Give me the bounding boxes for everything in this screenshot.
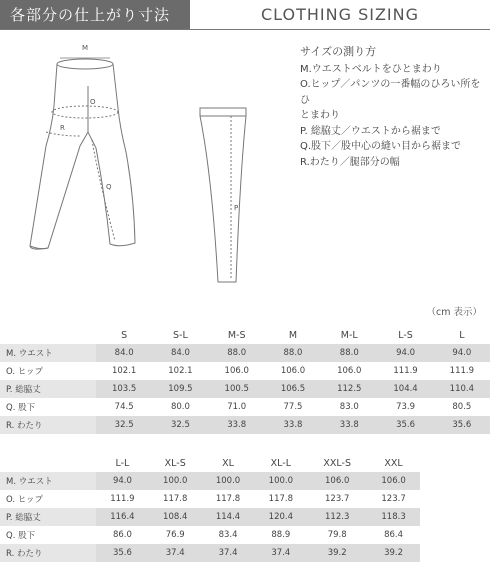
row-label: P. 総脇丈: [0, 380, 96, 398]
table-row: [0, 416, 490, 434]
table-cell: 110.4: [434, 380, 490, 398]
table-row: [0, 472, 420, 490]
size-table-2: [0, 454, 420, 562]
table-row: [0, 526, 420, 544]
size-header: XL: [222, 457, 234, 469]
table-header-row: [0, 454, 420, 472]
row-label: R. わたり: [0, 544, 96, 562]
table-cell: 83.0: [339, 402, 359, 412]
table-cell: 73.9: [396, 402, 416, 412]
table-cell: 102.1: [111, 366, 137, 376]
table-cell: 37.4: [254, 544, 307, 562]
table-cell: 94.0: [377, 344, 433, 362]
table-cell: 102.1: [168, 366, 193, 376]
table-cell: 100.5: [209, 380, 265, 398]
table-cell: 106.0: [367, 472, 420, 490]
table-cell: 32.5: [152, 416, 208, 434]
label-m: M: [82, 44, 89, 52]
table-cell: 100.0: [149, 472, 202, 490]
row-label: P. 総脇丈: [0, 508, 96, 526]
table-cell: 37.4: [202, 544, 255, 562]
pants-diagram: [0, 36, 300, 296]
header-title-en: CLOTHING SIZING: [190, 0, 490, 30]
table-cell: 94.0: [434, 344, 490, 362]
table-cell: 117.8: [163, 494, 188, 504]
table-row: [0, 398, 490, 416]
pants-side-illustration: [200, 108, 246, 282]
table-cell: 116.4: [96, 508, 149, 526]
size-table-1: [0, 326, 490, 434]
table-cell: 71.0: [227, 402, 247, 412]
table-cell: 94.0: [96, 472, 149, 490]
label-o: O: [90, 98, 96, 106]
table-cell: 80.0: [170, 402, 190, 412]
table-cell: 35.6: [434, 416, 490, 434]
table-cell: 103.5: [96, 380, 152, 398]
header-divider: [0, 29, 490, 30]
table-cell: 117.8: [268, 494, 294, 504]
table-cell: 86.4: [384, 530, 404, 540]
table-cell: 109.5: [152, 380, 208, 398]
table-cell: 79.8: [327, 530, 347, 540]
table-header-row: [0, 326, 490, 344]
size-header: XXL: [384, 457, 403, 469]
table-cell: 77.5: [283, 402, 303, 412]
table-cell: 106.5: [265, 380, 321, 398]
table-cell: 100.0: [202, 472, 255, 490]
table-cell: 117.8: [215, 494, 241, 504]
label-r: R: [60, 124, 65, 132]
row-label: O. ヒップ: [6, 495, 43, 505]
table-cell: 76.9: [165, 530, 185, 540]
table-cell: 35.6: [377, 416, 433, 434]
row-label: R. わたり: [0, 416, 96, 434]
row-label: O. ヒップ: [6, 367, 43, 377]
size-header: M: [288, 329, 298, 341]
size-header: M-L: [340, 329, 358, 341]
table-cell: 88.0: [209, 344, 265, 362]
table-row: [0, 544, 420, 562]
table-cell: 83.4: [218, 530, 238, 540]
table-cell: 111.9: [449, 366, 475, 376]
table-cell: 37.4: [149, 544, 202, 562]
table-header-blank: [0, 454, 96, 472]
table-header-blank: [0, 326, 96, 344]
label-q: Q: [106, 183, 112, 191]
measurement-title: サイズの測り方: [300, 45, 377, 58]
measurement-item-p: P. 総脇丈／ウエストから裾まで: [300, 125, 441, 137]
table-cell: 33.8: [321, 416, 377, 434]
table-cell: 123.7: [381, 494, 406, 504]
table-cell: 111.9: [393, 366, 418, 376]
row-label: Q. 股下: [6, 531, 36, 541]
row-label: M. ウエスト: [0, 344, 96, 362]
size-header: L-L: [115, 457, 130, 469]
table-cell: 33.8: [265, 416, 321, 434]
table-cell: 88.0: [265, 344, 321, 362]
table-cell: 88.9: [271, 530, 291, 540]
measurement-guide: [300, 44, 490, 170]
row-label: Q. 股下: [6, 403, 36, 413]
table-cell: 106.0: [337, 366, 362, 376]
table-cell: 104.4: [377, 380, 433, 398]
table-cell: 118.3: [367, 508, 420, 526]
size-header: XXL-S: [323, 457, 351, 469]
table-row: [0, 362, 490, 380]
header-title-jp: 各部分の仕上がり寸法: [0, 0, 190, 30]
table-cell: 39.2: [307, 544, 367, 562]
size-header: L-S: [398, 329, 413, 341]
table-cell: 84.0: [152, 344, 208, 362]
table-cell: 112.5: [321, 380, 377, 398]
table-cell: 33.8: [209, 416, 265, 434]
measurement-item-q: Q.股下／股中心の縫い目から裾まで: [300, 141, 462, 152]
size-header: L: [459, 329, 465, 341]
table-row: [0, 490, 420, 508]
table-cell: 86.0: [112, 530, 132, 540]
label-p: P: [234, 204, 239, 212]
size-header: XL-S: [164, 457, 186, 469]
table-cell: 39.2: [367, 544, 420, 562]
measurement-item-r: R.わたり／腿部分の幅: [300, 156, 400, 168]
size-header: M-S: [227, 329, 246, 341]
table-cell: 106.0: [224, 366, 249, 376]
table-cell: 108.4: [149, 508, 202, 526]
table-cell: 112.3: [307, 508, 367, 526]
table-row: [0, 508, 420, 526]
size-header: S: [121, 329, 128, 341]
table-cell: 120.4: [254, 508, 307, 526]
table-cell: 32.5: [96, 416, 152, 434]
unit-note: （cm 表示）: [426, 307, 482, 318]
table-cell: 80.5: [452, 402, 472, 412]
measurement-item-o: O.ヒップ／パンツの一番幅のひろい所をひ とまわり: [300, 79, 481, 121]
table-cell: 111.9: [110, 494, 135, 504]
table-cell: 106.0: [280, 366, 306, 376]
table-cell: 88.0: [321, 344, 377, 362]
size-header: S-L: [173, 329, 188, 341]
table-cell: 100.0: [254, 472, 307, 490]
table-cell: 114.4: [202, 508, 255, 526]
table-cell: 106.0: [307, 472, 367, 490]
size-header: XL-L: [270, 457, 292, 469]
table-cell: 35.6: [96, 544, 149, 562]
table-row: [0, 344, 490, 362]
row-label: M. ウエスト: [0, 472, 96, 490]
measurement-item-m: M.ウエストベルトをひとまわり: [300, 63, 442, 75]
table-row: [0, 380, 490, 398]
table-cell: 84.0: [96, 344, 152, 362]
table-cell: 123.7: [325, 494, 350, 504]
pants-front-illustration: [30, 59, 135, 249]
table-cell: 74.5: [114, 402, 134, 412]
